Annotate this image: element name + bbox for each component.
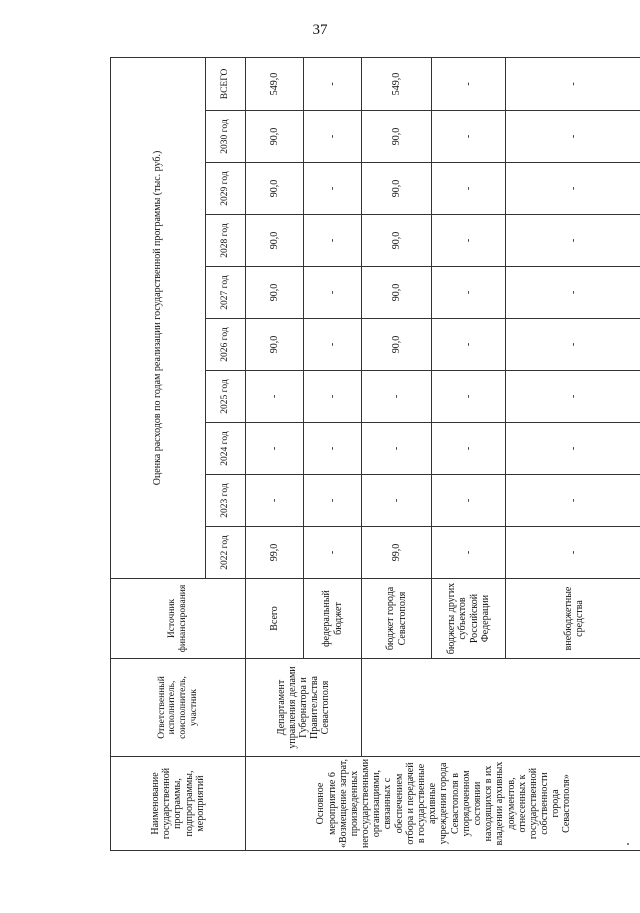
value-cell: 90,0 [362, 111, 432, 163]
col-header-name: Наименование государственной программы, подпрограммы, мероприятий [111, 757, 246, 851]
value-cell: 90,0 [362, 163, 432, 215]
rotated-table [110, 58, 599, 851]
year-header: 2027 год [206, 267, 246, 319]
value-cell: - [506, 163, 640, 215]
year-header: 2030 год [206, 111, 246, 163]
source-cell: федеральный бюджет [304, 579, 362, 659]
value-cell: - [506, 475, 640, 527]
value-cell: 90,0 [246, 319, 304, 371]
year-header: 2023 год [206, 475, 246, 527]
source-cell: бюджеты других субъектов Российской Федерации [432, 579, 506, 659]
source-cell: бюджет города Севастополя [362, 579, 432, 659]
value-cell: - [304, 163, 362, 215]
value-cell: - [432, 423, 506, 475]
value-cell: 99,0 [246, 527, 304, 579]
value-cell: - [432, 163, 506, 215]
year-header: 2024 год [206, 423, 246, 475]
value-cell: - [304, 475, 362, 527]
table-row [362, 57, 432, 850]
value-cell: - [506, 423, 640, 475]
value-cell: 90,0 [362, 267, 432, 319]
value-cell: - [506, 267, 640, 319]
value-cell: 90,0 [246, 111, 304, 163]
value-cell: - [304, 267, 362, 319]
value-cell: - [362, 371, 432, 423]
value-cell: - [432, 527, 506, 579]
value-cell: - [506, 371, 640, 423]
value-cell: - [362, 475, 432, 527]
value-cell: - [246, 371, 304, 423]
value-cell: - [432, 111, 506, 163]
year-header: 2028 год [206, 215, 246, 267]
value-cell: - [432, 267, 506, 319]
value-cell: - [506, 215, 640, 267]
col-header-estimate: Оценка расходов по годам реализации государственной программы (тыс. руб.) [111, 57, 206, 578]
value-cell: 90,0 [246, 267, 304, 319]
value-cell: - [506, 319, 640, 371]
value-cell: - [304, 527, 362, 579]
event-name-cell: Основное мероприятие 6 «Возмещение затрат, произведенных негосударственными организациями, связанных с обеспечением отбора и передачей в государственные архивные учреждения города Севастополя в упорядоченном состоянии находящихся в их владении архивных документов, отнесенных к государственной собственности города Севастополя» [246, 757, 640, 851]
value-cell: - [304, 371, 362, 423]
budget-table-container [110, 58, 599, 851]
value-cell: - [432, 319, 506, 371]
year-header: 2022 год [206, 527, 246, 579]
year-header: 2025 год [206, 371, 246, 423]
value-cell: - [506, 57, 640, 110]
year-header: 2026 год [206, 319, 246, 371]
value-cell: 90,0 [362, 215, 432, 267]
col-header-source: Источник финансирования [111, 579, 246, 659]
value-cell: - [304, 111, 362, 163]
value-cell: - [304, 319, 362, 371]
value-cell: - [506, 111, 640, 163]
col-header-responsible: Ответственный исполнитель, соисполнитель, участник [111, 659, 246, 757]
value-cell: 549,0 [246, 57, 304, 110]
responsible-cell-empty [362, 659, 640, 757]
value-cell: - [506, 527, 640, 579]
value-cell: - [246, 423, 304, 475]
value-cell: 99,0 [362, 527, 432, 579]
value-cell: - [432, 475, 506, 527]
value-cell: 549,0 [362, 57, 432, 110]
value-cell: - [246, 475, 304, 527]
table-row [246, 57, 304, 850]
source-cell: внебюджетные средства [506, 579, 640, 659]
value-cell: 90,0 [246, 163, 304, 215]
budget-table [110, 57, 640, 851]
value-cell: - [432, 57, 506, 110]
value-cell: 90,0 [362, 319, 432, 371]
year-header: 2029 год [206, 163, 246, 215]
total-header: ВСЕГО [206, 57, 246, 110]
value-cell: - [432, 371, 506, 423]
value-cell: - [304, 423, 362, 475]
value-cell: - [304, 215, 362, 267]
value-cell: 90,0 [246, 215, 304, 267]
header-row-main [111, 57, 206, 850]
page-number: 37 [312, 22, 328, 38]
source-cell: Всего [246, 579, 304, 659]
responsible-cell: Департамент управления делами Губернатора и Правительства Севастополя [246, 659, 362, 757]
scan-speck [627, 843, 629, 845]
value-cell: - [432, 215, 506, 267]
value-cell: - [362, 423, 432, 475]
value-cell: - [304, 57, 362, 110]
